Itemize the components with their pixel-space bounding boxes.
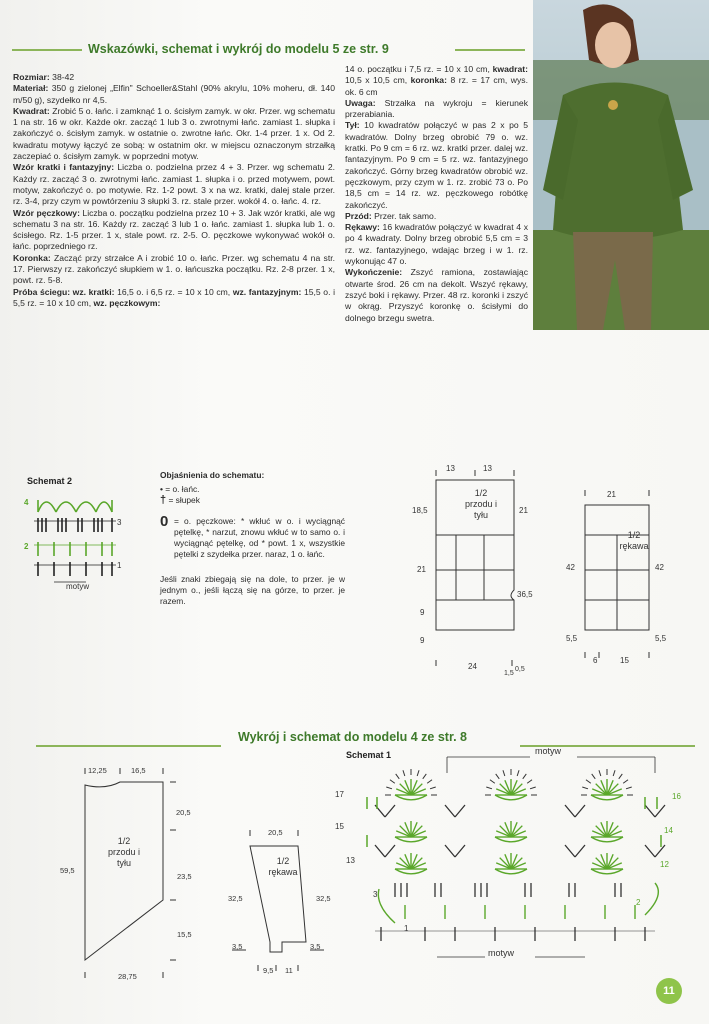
paragraph-label: Przód: [345, 210, 372, 221]
fan-stitch-icon [385, 769, 437, 800]
fan-stitch-icon [581, 769, 633, 800]
paragraph-text: 15,5 o. i 5,5 rz. = 10 x 10 cm, [13, 286, 335, 308]
schemat1-top-motif-label: motyw [535, 746, 562, 756]
paragraph-label: Wzór kratki i fantazyjny: [13, 162, 115, 173]
body1-dim-left-top: 18,5 [412, 506, 428, 515]
sleeve2-dim-bottom-left: 9,5 [263, 966, 274, 975]
sleeve2-dim-top: 20,5 [268, 828, 283, 837]
sleeve1-label: 1/2 rękawa [619, 530, 649, 551]
paragraph-text: Zacząć przy strzałce A i zrobić 10 o. łańc. Przer. wg schematu 4 na str. 17. Pierwszy rz. zakończyć słupkiem w 1. o. łańcuszka początku. Rz. 2-8 przer. 1 x, powt. rz. 5-8. [13, 252, 335, 286]
page-number-badge: 11 [656, 978, 682, 1004]
body2-dim-top-left: 12,25 [88, 766, 107, 775]
sleeve1-dim-top: 21 [607, 490, 616, 499]
fan-stitch-icon [395, 821, 427, 842]
sleeve1-dim-right: 42 [655, 563, 664, 572]
sleeve1-dim-bottom-left: 6 [593, 656, 598, 665]
sleeve-pattern-2 [228, 820, 328, 980]
body2-dim-right-bottom: 15,5 [177, 930, 192, 939]
body1-dim-left-b1: 9 [420, 608, 425, 617]
body1-dim-right-top: 21 [519, 506, 528, 515]
body1-dim-left-b2: 9 [420, 636, 425, 645]
paragraph-text: 16 kwadratów połączyć w kwadrat 4 x po 4 kwadraty. Dolny brzeg obrobić 5,5 cm = 3 rz. wz. fantazyjnego, wdając brzeg i w 1. rz. wykonując 47 o. [345, 222, 528, 267]
sleeve2-dim-right: 32,5 [316, 894, 331, 903]
paragraph-text: Liczba o. podzielna przez 4 + 3. Przer. wg schematu 2. Każdy rz. zacząć 3 o. zwrotnymi łańc. zamiast 1. słupka i o. przed motywem, powt. motyw, zakończyć o. po motywie. Rz. 1-2 powt. 3 x na wz. kratki, dalej stale przer. rz. 3-4, przy czym w powtórzeniu 3 słupki 3. rz. stale przer. wokół 4. o. łańc. 4. rz. [13, 162, 336, 207]
legend-item-chain [160, 484, 345, 495]
body2-dim-bottom: 28,75 [118, 972, 137, 981]
paragraph-text: Zszyć ramiona, zostawiając otwarte środ. 26 cm na dekolt. Wszyć rękawy, zszyć boki i rękawy. Przer. 48 rz. koronki i zszyć w okrąg. Przyszyć koronkę o. ścisłymi do dolnego brzegu swetra. [345, 267, 528, 323]
sleeve1-dim-right-bottom: 5,5 [655, 634, 667, 643]
body2-dim-right-mid: 23,5 [177, 872, 192, 881]
schema-legend [160, 470, 345, 607]
fan-stitch-icon [591, 821, 623, 842]
paragraph-label: kwadrat: [492, 64, 528, 74]
schemat2-row-1: 1 [117, 561, 122, 570]
body2-dim-top-right: 16,5 [131, 766, 146, 775]
paragraph-text: 8 rz. = 17 cm, wys. ok. 6 cm [345, 75, 528, 97]
schemat1-left-row-13: 13 [346, 856, 355, 865]
body2-dim-right-top: 20,5 [176, 808, 191, 817]
legend-item-dc [160, 495, 345, 506]
body2-label: 1/2 przodu i tyłu [107, 836, 141, 868]
heading-rule-right [455, 49, 525, 51]
schemat1-left-row-1: 1 [404, 924, 409, 933]
dc-symbol-icon: † [160, 494, 167, 506]
paragraph-text: Zrobić 5 o. łańc. i zamknąć 1 o. ścisłym zamyk. w okr. Przer. wg schematu 1 na str. 16 w okr. Każde okr. zacząć 1 lub 3 o. zwrotnymi łańc. zamiast 1. słupka i zakończyć o. ścisłym zamyk. w ostatnie o. zwrotne łańc. Okr. 1-4 przer. 1 x. Od 2. kwadratu motywy łączyć ze sobą: w ostatnim okr. w miejscu oznaczonym strzałką zaczepiać o. ścisłym zamyk. w poprzedni motyw. [13, 105, 335, 162]
sleeve2-dim-left-bottom: 3,5 [232, 942, 243, 951]
chain-symbol-icon: • [160, 484, 163, 494]
paragraph-label: wz. pęczkowym: [93, 297, 161, 308]
legend-title: Objaśnienia do schematu: [160, 470, 265, 480]
paragraph-label: Materiał: [13, 83, 49, 94]
schemat1-left-row-3: 3 [373, 890, 378, 899]
paragraph-label: Kwadrat: [13, 105, 50, 116]
instructions-column-1 [13, 72, 335, 309]
schemat2-row-2: 2 [24, 542, 29, 551]
legend-item-puff [160, 513, 345, 560]
schemat2-row-4: 4 [24, 498, 29, 507]
schemat1-right-row-12: 12 [660, 860, 669, 869]
sleeve2-dim-left: 32,5 [228, 894, 243, 903]
paragraph-text: 38-42 [49, 72, 75, 82]
fan-stitch-icon [395, 853, 427, 874]
paragraph-text: Liczba o. początku podzielna przez 10 + 3. Jak wzór kratki, ale wg schematu 3 na str. 16. Każdy rz. zacząć 3 lub 1 o. łańc. zamiast 1. słupka lub 1. o. ścisłego. Rz. 1-5 przer. 1 x, stale powt. rz. 2-5. O. pęczkowe wykonywać wokół o. łańc. poprzedniego rz. [13, 207, 335, 252]
fan-stitch-icon [495, 853, 527, 874]
paragraph-label: wz. fantazyjnym: [232, 286, 302, 297]
body1-label: 1/2 przodu i tyłu [464, 488, 498, 520]
paragraph-text: 16,5 o. i 6,5 rz. = 10 x 10 cm, [114, 286, 233, 297]
paragraph-label: Wykończenie: [345, 267, 403, 278]
heading-rule-left [12, 49, 82, 51]
paragraph-text: 10,5 x 10,5 cm, [345, 75, 411, 86]
body1-dim-bottom: 24 [468, 662, 477, 671]
legend-item-text: = o. pęczkowe: * wkłuć w o. i wyciągnąć pętelkę, * narzut, znowu wkłuć w to samo o. i wyciągnąć pętelkę, od * powt. 1 x, wszystkie pętelki z szydełka przer. naraz, 1 o. łańc. [174, 516, 345, 559]
paragraph-label: Tył: [345, 120, 360, 131]
paragraph-label: Próba ściegu: wz. kratki: [13, 286, 115, 297]
fan-stitch-icon [495, 821, 527, 842]
paragraph-text: Przer. tak samo. [371, 210, 437, 221]
sleeve1-dim-left-bottom: 5,5 [566, 634, 578, 643]
paragraph-label: koronka: [410, 75, 447, 86]
legend-note: Jeśli znaki zbiegają się na dole, to przer. je w jednym o., jeśli łączą się na górze, to przer. je razem. [160, 574, 345, 606]
body2-dim-left: 59,5 [60, 866, 75, 875]
body1-dim-top-right: 13 [483, 464, 492, 473]
legend-item-text: = o. łańc. [165, 484, 200, 494]
model-photo-illustration [533, 0, 709, 330]
paragraph-label: Uwaga: [345, 97, 376, 108]
body1-dim-top-left: 13 [446, 464, 455, 473]
schemat1-left-row-15: 15 [335, 822, 344, 831]
schemat1-right-row-2: 2 [636, 898, 641, 907]
paragraph-label: Koronka: [13, 252, 51, 263]
model-photo [533, 0, 709, 330]
schemat1-bottom-motif-label: motyw [488, 948, 515, 958]
body1-dim-bottom-small2: 0,5 [515, 666, 525, 673]
fan-stitch-icon [591, 853, 623, 874]
instructions-column-2 [345, 64, 528, 324]
section2-title: Wykrój i schemat do modelu 4 ze str. 8 [238, 730, 468, 744]
schemat1-right-row-14: 14 [664, 826, 673, 835]
paragraph-label: Wzór pęczkowy: [13, 207, 80, 218]
schemat2-motif-label: motyw [66, 582, 90, 591]
schemat2-row-3: 3 [117, 518, 122, 527]
body1-dim-bottom-small: 1,5 [504, 670, 514, 677]
section1-title: Wskazówki, schemat i wykrój do modelu 5 ze str. 9 [88, 42, 389, 56]
sleeve2-label: 1/2 rękawa [268, 856, 298, 877]
sleeve2-dim-right-bottom: 3,5 [310, 942, 321, 951]
schemat2-diagram [24, 490, 134, 590]
body1-dim-left-mid: 21 [417, 565, 426, 574]
sleeve2-dim-bottom-right: 11 [285, 966, 293, 975]
schemat1-title: Schemat 1 [346, 750, 392, 760]
paragraph-label: Rękawy: [345, 222, 380, 233]
fan-stitch-icon [485, 769, 537, 800]
paragraph-label: Rozmiar: [13, 72, 50, 82]
schemat1-left-row-17: 17 [335, 790, 344, 799]
paragraph-text: 10 kwadratów połączyć w pas 2 x po 5 kwadratów. Dolny brzeg obrobić 79 o. wz. kratki. Po 9 cm = 6 rz. wz. kratki przer. dalej wz. fantazyjnym. Po 9 cm = 5 rz. wz. fantazyjnego zakończyć. Górny brzeg kwadratów obrobić wz. pęczkowym, przy czym w 1. rz. zrobić 73 o. Po 18,5 cm = 14 rz. wz. pęczkowego robótkę zakończyć. [345, 120, 528, 210]
heading2-rule-left [36, 745, 221, 747]
puff-symbol-icon: 0 [160, 513, 169, 530]
schemat1-diagram [345, 745, 685, 975]
schemat1-right-row-16: 16 [672, 792, 681, 801]
legend-item-text: = słupek [168, 495, 200, 505]
body1-dim-right-bottom: 36,5 [517, 590, 533, 599]
sleeve1-dim-left: 42 [566, 563, 575, 572]
schemat2-title: Schemat 2 [27, 476, 73, 486]
paragraph-text: Strzałka na wykroju = kierunek przerabiania. [345, 97, 528, 120]
sleeve1-dim-bottom-right: 15 [620, 656, 629, 665]
body-pattern-2 [60, 760, 210, 980]
paragraph-text: 14 o. początku i 7,5 rz. = 10 x 10 cm, [345, 64, 493, 74]
paragraph-text: 350 g zielonej „Elfin" Schoeller&Stahl (90% akrylu, 10% moheru, dł. 140 m/50 g), szydełko nr 4,5. [13, 83, 335, 105]
